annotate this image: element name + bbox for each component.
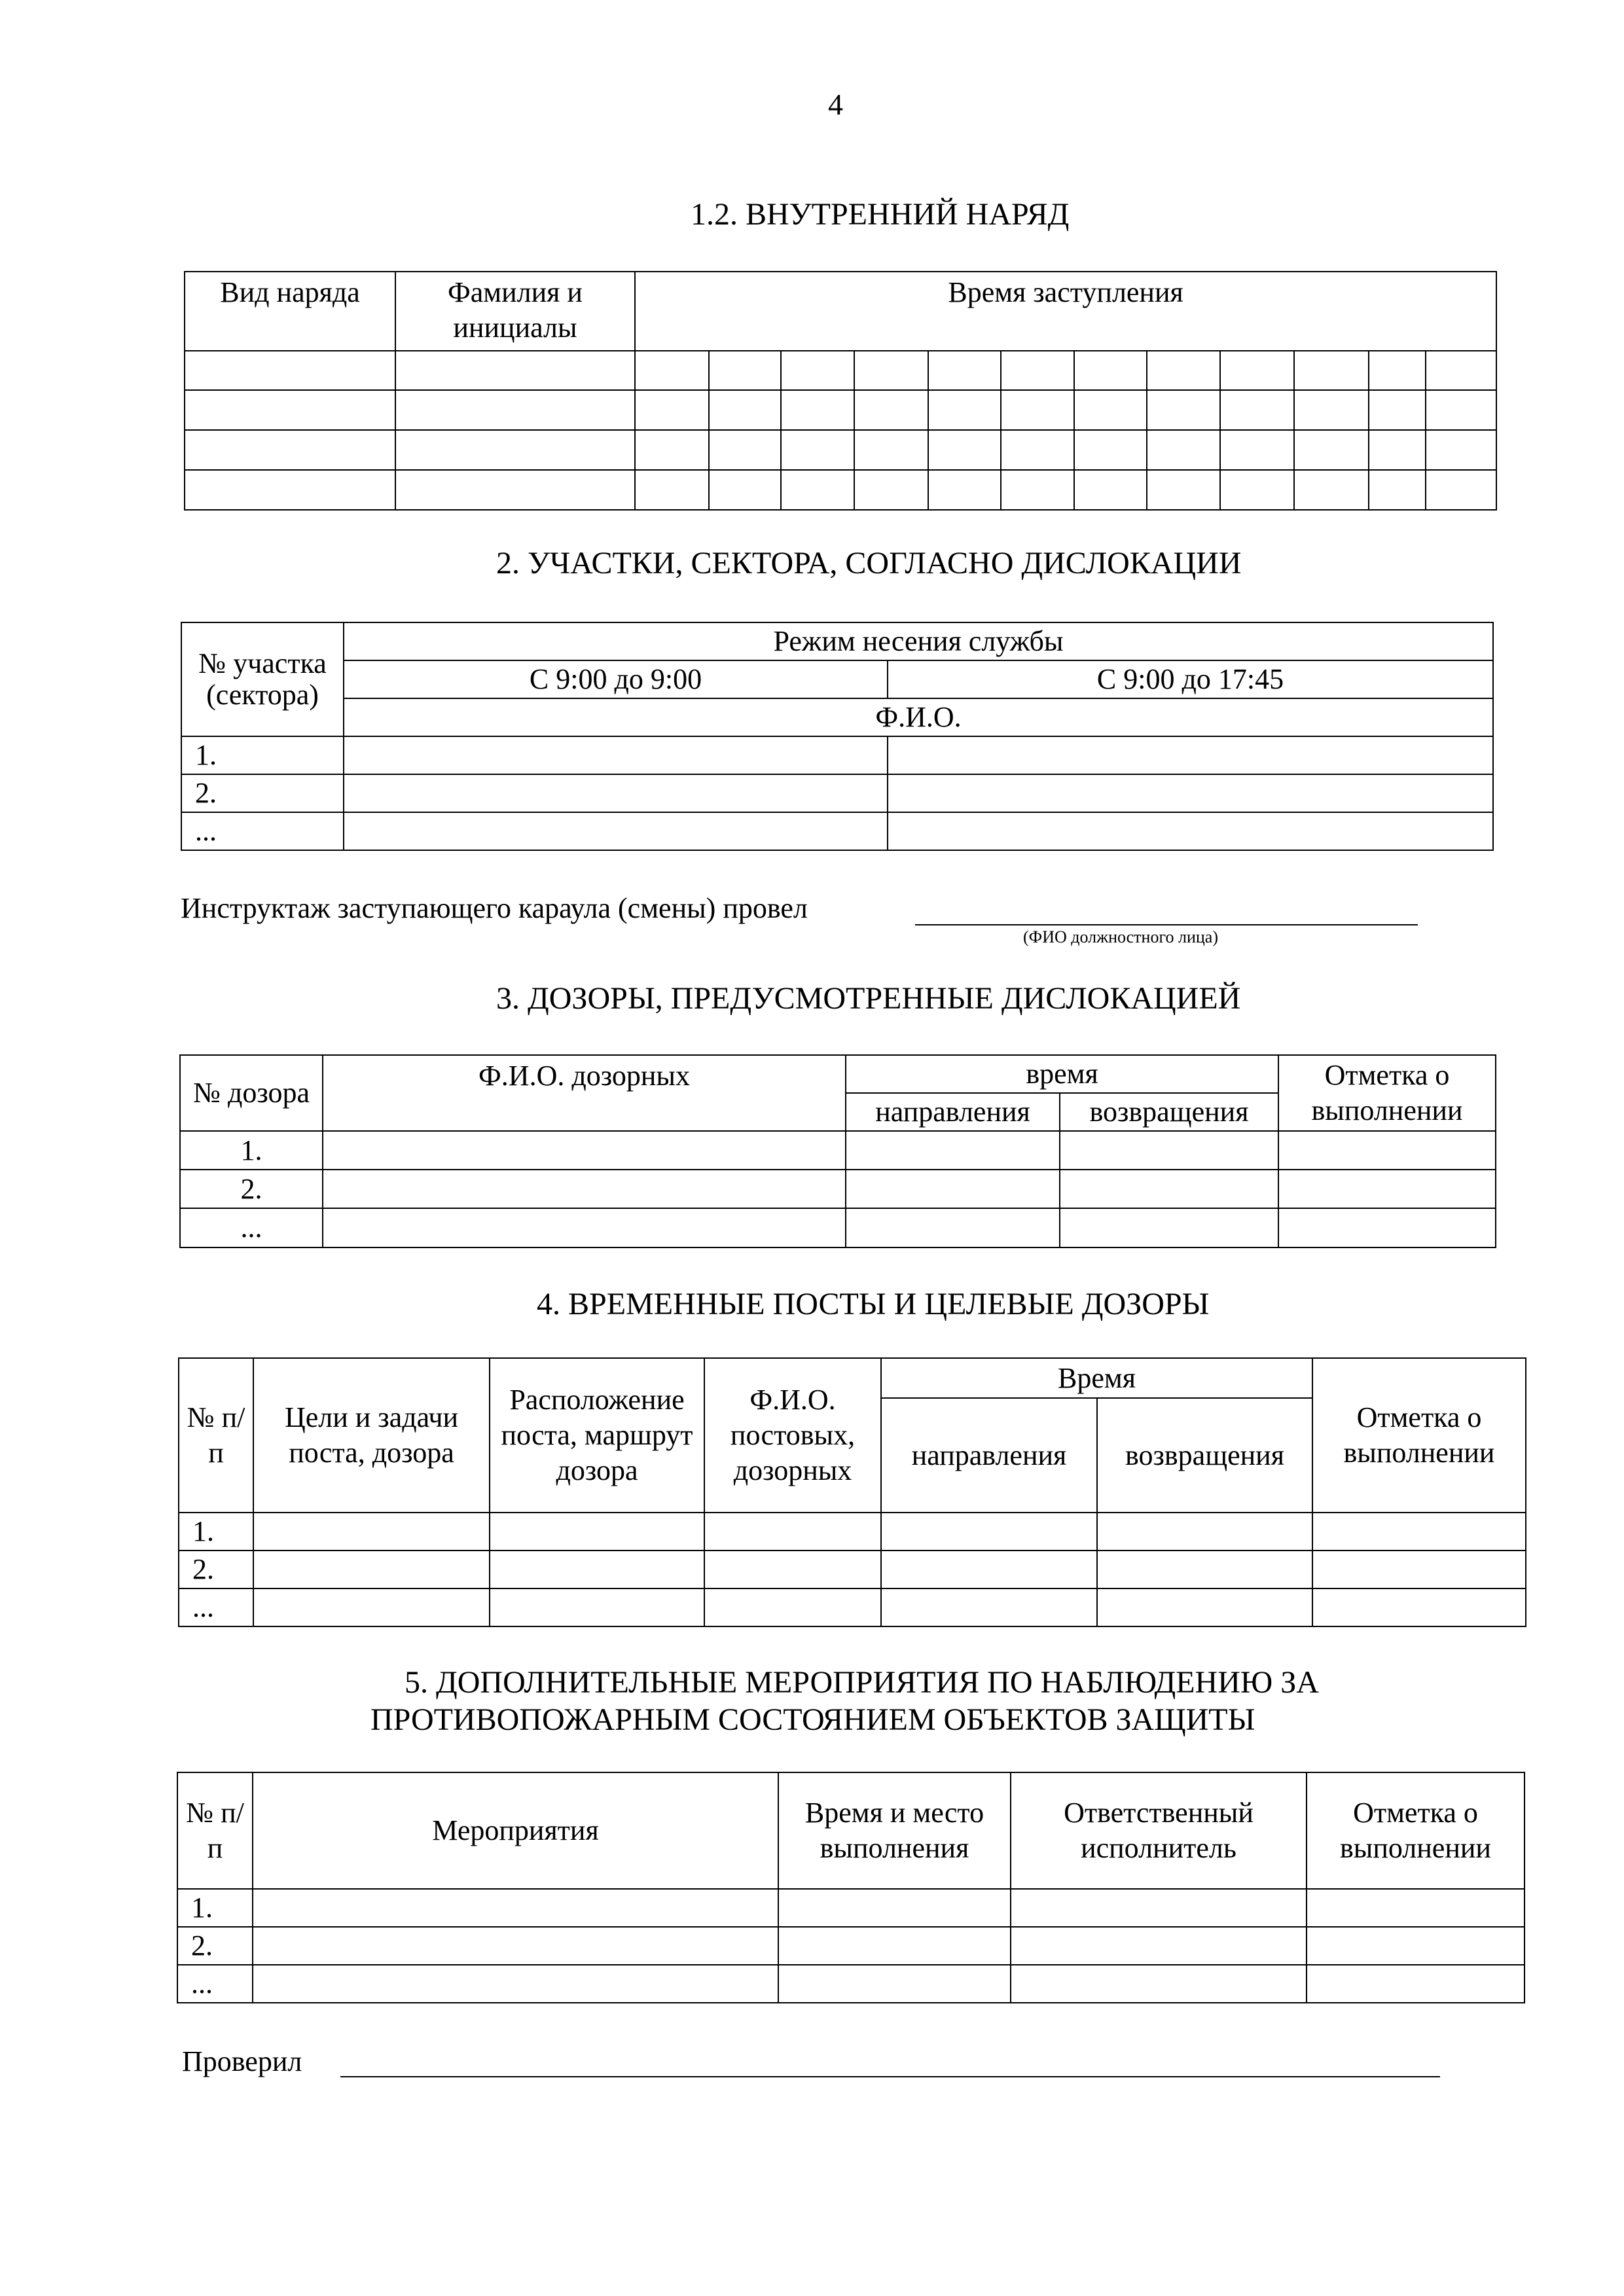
row-number: 2. — [177, 1927, 253, 1965]
briefing-label: Инструктаж заступающего караула (смены) провел — [181, 892, 808, 924]
row-number: ... — [180, 1208, 323, 1247]
row-number: 2. — [179, 1551, 253, 1588]
briefing-signature-line — [915, 924, 1418, 925]
table-row — [179, 1551, 1526, 1588]
col-header-mark: Отметка о выполнении — [1307, 1772, 1525, 1889]
col-header-number: № п/п — [177, 1772, 253, 1889]
checked-by-label: Проверил — [182, 2045, 302, 2077]
table-row — [185, 470, 1496, 510]
page-number: 4 — [828, 88, 843, 121]
table-row — [177, 1965, 1525, 2003]
sectors-table — [181, 622, 1494, 851]
table-row — [177, 1889, 1525, 1927]
col-header-fio: Ф.И.О. — [344, 698, 1493, 736]
table-row — [181, 812, 1493, 850]
internal-duty-table — [184, 271, 1497, 511]
row-number: ... — [181, 812, 344, 850]
col-header-fio: Ф.И.О. постовых, дозорных — [704, 1358, 881, 1513]
table-row — [180, 1208, 1496, 1247]
col-header-return: возвращения — [1097, 1398, 1312, 1513]
table-row — [185, 390, 1496, 430]
section-2-title: 2. УЧАСТКИ, СЕКТОРА, СОГЛАСНО ДИСЛОКАЦИИ — [496, 546, 1242, 581]
col-header-responsible: Ответственный исполнитель — [1011, 1772, 1307, 1889]
row-number: 1. — [181, 736, 344, 774]
col-header-departure: направления — [881, 1398, 1097, 1513]
section-4-title: 4. ВРЕМЕННЫЕ ПОСТЫ И ЦЕЛЕВЫЕ ДОЗОРЫ — [537, 1287, 1210, 1321]
col-header-patrol-fio: Ф.И.О. дозорных — [323, 1055, 846, 1131]
temporary-posts-table — [178, 1357, 1526, 1627]
section-5-title-line-2: ПРОТИВОПОЖАРНЫМ СОСТОЯНИЕМ ОБЪЕКТОВ ЗАЩИТЫ — [370, 1702, 1255, 1737]
col-header-name: Фамилия и инициалы — [395, 272, 635, 351]
col-header-number: № п/п — [179, 1358, 253, 1513]
briefing-caption: (ФИО должностного лица) — [1023, 927, 1218, 946]
table-row — [179, 1513, 1526, 1551]
section-3-title: 3. ДОЗОРЫ, ПРЕДУСМОТРЕННЫЕ ДИСЛОКАЦИЕЙ — [496, 981, 1241, 1016]
col-header-mark: Отметка о выполнении — [1278, 1055, 1496, 1131]
checked-by-signature-line — [340, 2076, 1440, 2077]
table-row — [185, 430, 1496, 470]
patrols-table — [179, 1054, 1496, 1248]
col-header-shift-2: С 9:00 до 17:45 — [888, 660, 1493, 698]
table-row — [180, 1170, 1496, 1208]
col-header-location: Расположение поста, маршрут дозора — [490, 1358, 704, 1513]
row-number: 2. — [181, 774, 344, 812]
row-number: ... — [179, 1588, 253, 1626]
col-header-measures: Мероприятия — [253, 1772, 778, 1889]
col-header-time: время — [846, 1055, 1278, 1093]
col-header-duty-type: Вид наряда — [185, 272, 395, 351]
row-number: ... — [177, 1965, 253, 2003]
col-header-departure: направления — [846, 1093, 1060, 1131]
table-row — [185, 351, 1496, 390]
col-header-shift-1: С 9:00 до 9:00 — [344, 660, 888, 698]
additional-measures-table — [177, 1772, 1525, 2003]
col-header-sector-number: № участка (сектора) — [181, 622, 344, 736]
col-header-patrol-number: № дозора — [180, 1055, 323, 1131]
col-header-start-time: Время заступления — [635, 272, 1496, 351]
col-header-time: Время — [881, 1358, 1312, 1398]
section-5-title-line-1: 5. ДОПОЛНИТЕЛЬНЫЕ МЕРОПРИЯТИЯ ПО НАБЛЮДЕНИЮ ЗА — [405, 1665, 1319, 1700]
row-number: 2. — [180, 1170, 323, 1208]
col-header-time-place: Время и место выполнения — [778, 1772, 1011, 1889]
table-row — [177, 1927, 1525, 1965]
row-number: 1. — [180, 1131, 323, 1170]
col-header-mark: Отметка о выполнении — [1312, 1358, 1526, 1513]
col-header-goals: Цели и задачи поста, дозора — [253, 1358, 490, 1513]
row-number: 1. — [177, 1889, 253, 1927]
table-row — [180, 1131, 1496, 1170]
row-number: 1. — [179, 1513, 253, 1551]
col-header-service-mode: Режим несения службы — [344, 622, 1493, 660]
table-row — [181, 774, 1493, 812]
table-row — [181, 736, 1493, 774]
section-1-2-title: 1.2. ВНУТРЕННИЙ НАРЯД — [691, 197, 1070, 232]
col-header-return: возвращения — [1060, 1093, 1278, 1131]
table-row — [179, 1588, 1526, 1626]
